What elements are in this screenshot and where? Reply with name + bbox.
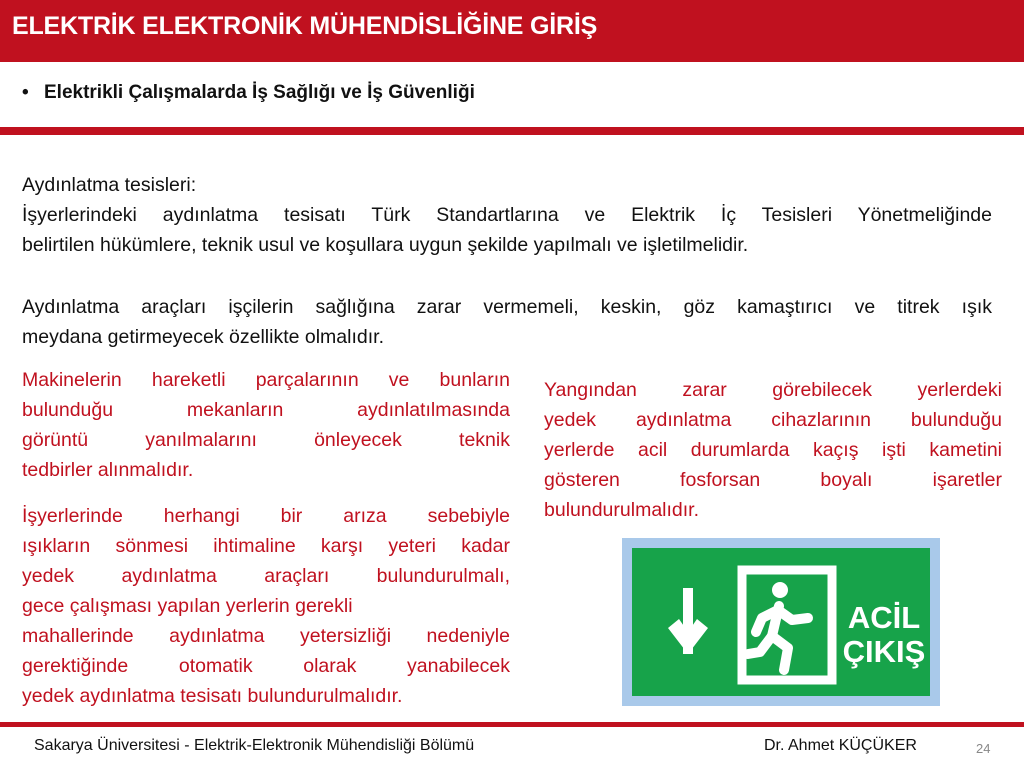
left-red-2-line: gerektiğinde otomatik olarak yanabilecek: [22, 655, 510, 677]
left-red-2-line: gece çalışması yapılan yerlerin gerekli: [22, 595, 353, 617]
paragraph-1-line: İşyerlerindeki aydınlatma tesisatı Türk Standartlarına ve Elektrik İç Tesisleri Yönetmeliğinde: [22, 204, 992, 226]
left-red-2-line: yedek aydınlatma araçları bulundurulmalı,: [22, 565, 510, 587]
arrow-down-icon: [668, 588, 708, 654]
paragraph-2: [22, 292, 992, 352]
sign-panel: [632, 548, 930, 696]
sign-line-1: ACİL: [847, 600, 921, 635]
left-red-1-line: tedbirler alınmalıdır.: [22, 459, 194, 481]
emergency-exit-sign: [622, 538, 940, 706]
right-red-line: gösteren fosforsan boyalı işaretler: [544, 469, 1002, 491]
bullet: •: [22, 82, 29, 103]
subtitle-text: Elektrikli Çalışmalarda İş Sağlığı ve İş Güvenliği: [44, 82, 475, 103]
slide-title: ELEKTRİK ELEKTRONİK MÜHENDİSLİĞİNE GİRİŞ: [12, 12, 598, 40]
right-red-paragraph: [544, 375, 1002, 525]
right-red-line: yedek aydınlatma cihazlarının bulunduğu: [544, 409, 1002, 431]
right-red-line: bulundurulmalıdır.: [544, 499, 700, 521]
left-red-paragraph-1: [22, 365, 510, 485]
left-red-2-line: ışıkların sönmesi ihtimaline karşı yeteri kadar: [22, 535, 510, 557]
page-number: 24: [976, 741, 991, 756]
paragraph-2-line: meydana getirmeyecek özellikte olmalıdır.: [22, 326, 384, 348]
left-red-2-line: İşyerlerinde herhangi bir arıza sebebiyle: [22, 505, 510, 527]
left-red-1-line: görüntü yanılmalarını önleyecek teknik: [22, 429, 510, 451]
paragraph-2-line: Aydınlatma araçları işçilerin sağlığına zarar vermemeli, keskin, göz kamaştırıcı ve titrek ışık: [22, 296, 992, 318]
footer-divider: [0, 722, 1024, 727]
left-red-1-line: bulunduğu mekanların aydınlatılmasında: [22, 399, 510, 421]
left-red-paragraph-2: [22, 501, 510, 711]
running-man-icon: [748, 582, 808, 670]
footer-author: Dr. Ahmet KÜÇÜKER: [764, 737, 917, 754]
body-heading: Aydınlatma tesisleri:: [22, 174, 197, 196]
sign-line-2: ÇIKIŞ: [842, 634, 926, 669]
divider: [0, 127, 1024, 135]
left-red-2-line: yedek aydınlatma tesisatı bulundurulmalıdır.: [22, 685, 403, 707]
right-red-line: Yangından zarar görebilecek yerlerdeki: [544, 379, 1002, 401]
right-red-line: yerlerde acil durumlarda kaçış işti kametini: [544, 439, 1002, 461]
sign-graphic: [632, 548, 930, 696]
paragraph-1: [22, 200, 992, 260]
left-red-1-line: Makinelerin hareketli parçalarının ve bunların: [22, 369, 510, 391]
title-bar: [0, 0, 1024, 62]
paragraph-1-line: belirtilen hükümlere, teknik usul ve koşullara uygun şekilde yapılmalı ve işletilmelidir.: [22, 234, 749, 256]
left-red-2-line: mahallerinde aydınlatma yetersizliği nedeniyle: [22, 625, 510, 647]
subtitle: [22, 82, 475, 104]
footer-institution: Sakarya Üniversitesi - Elektrik-Elektronik Mühendisliği Bölümü: [34, 737, 475, 754]
